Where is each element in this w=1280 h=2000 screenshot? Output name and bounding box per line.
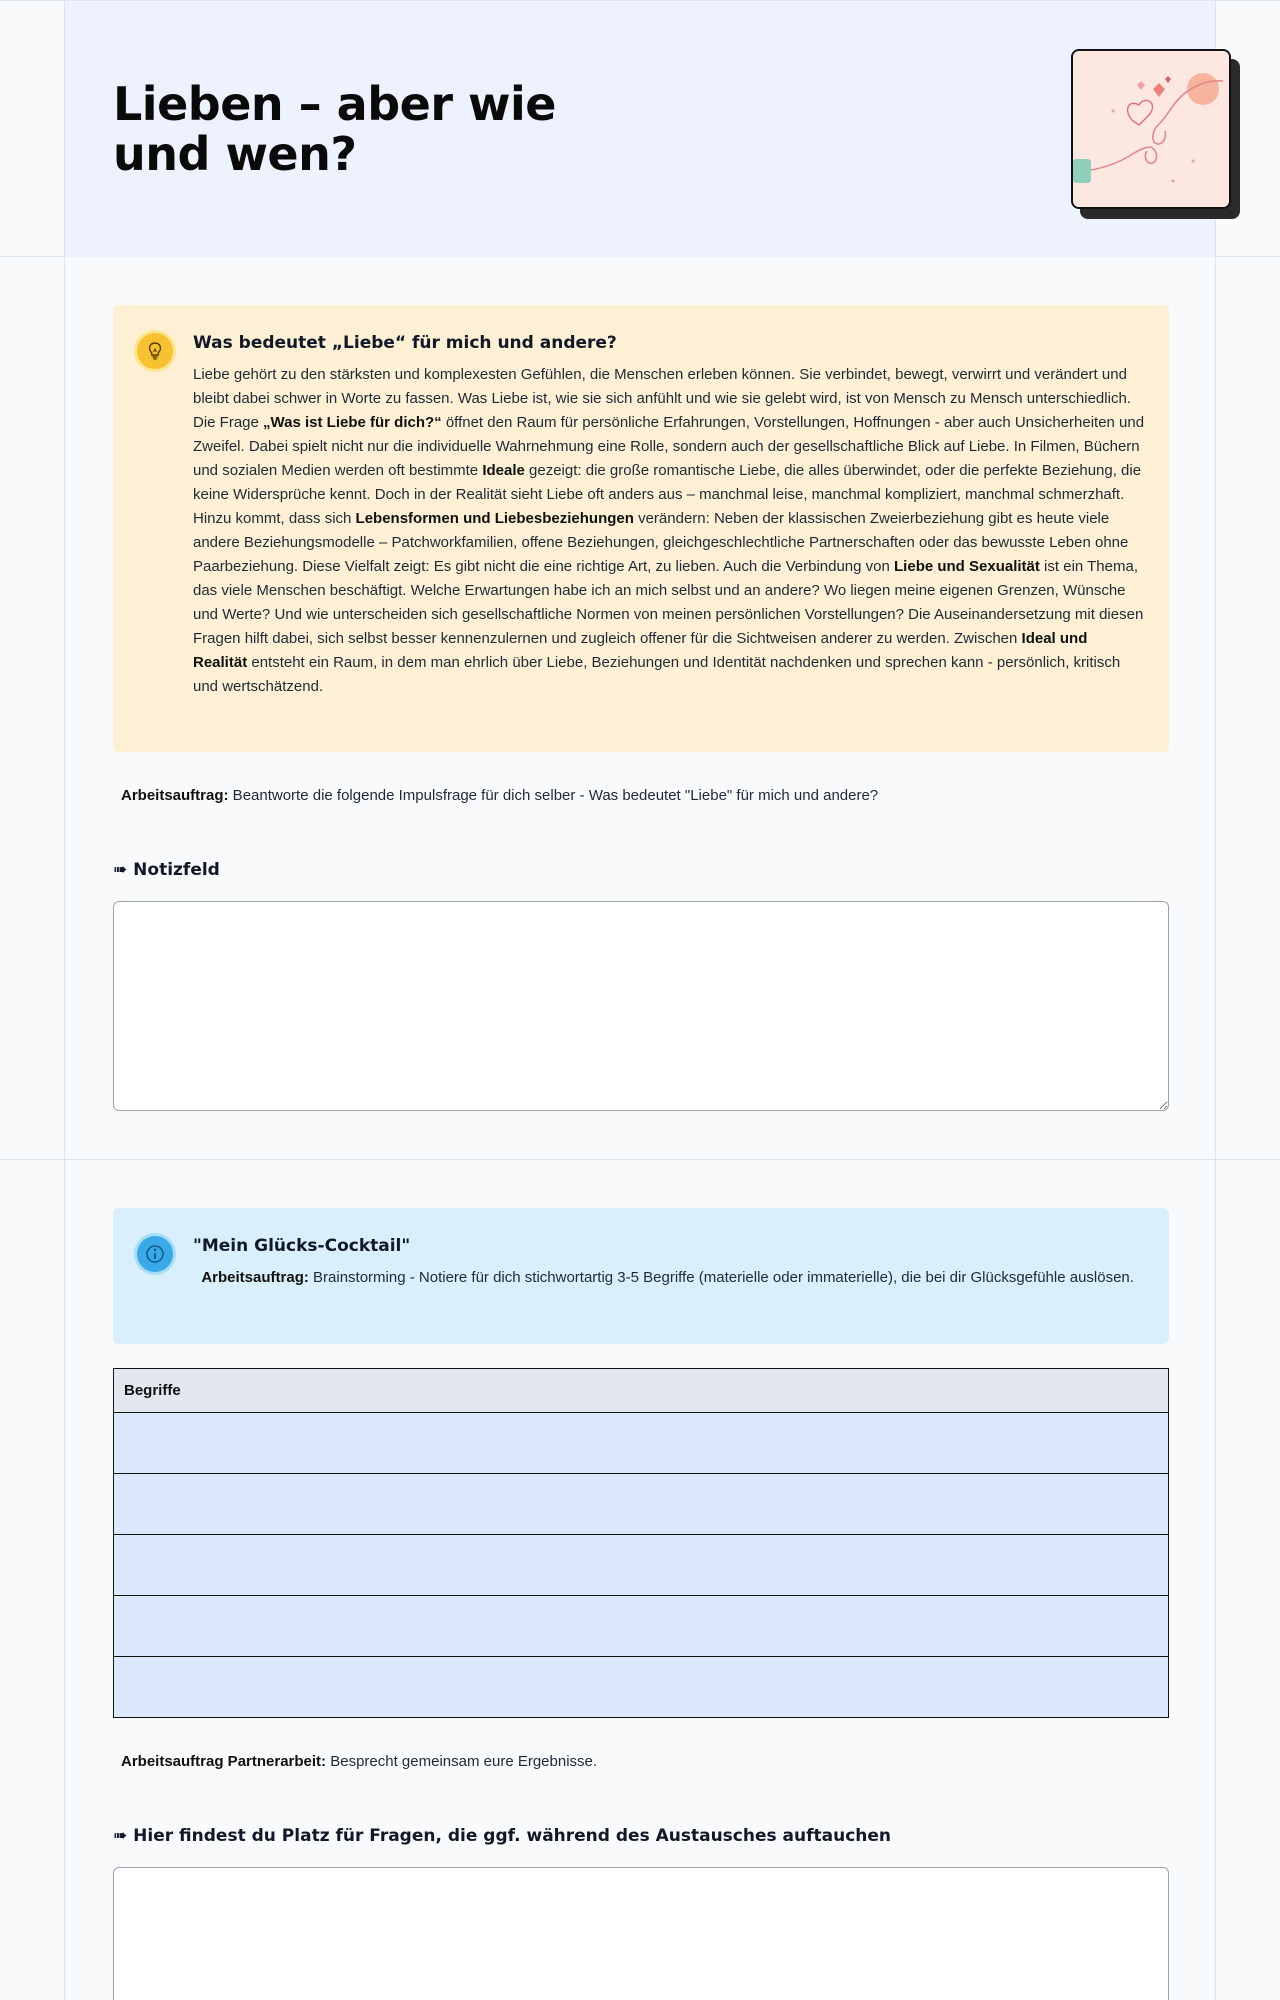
table-row: [114, 1657, 1169, 1718]
notes-label-1: ➠ Notizfeld: [113, 860, 220, 880]
intro-callout: [113, 305, 1169, 752]
term-input-1[interactable]: [114, 1413, 1168, 1473]
terms-column-header: Begriffe: [114, 1369, 1169, 1413]
table-cell: [114, 1657, 1169, 1718]
notes-textarea-1[interactable]: [113, 901, 1169, 1111]
table-row: [114, 1596, 1169, 1657]
table-cell: [114, 1413, 1169, 1474]
term-input-5[interactable]: [114, 1657, 1168, 1717]
intro-title: Was bedeutet „Liebe“ für mich und andere?: [193, 333, 617, 353]
cocktail-section: [0, 1160, 1280, 2000]
lightbulb-icon: [137, 333, 173, 369]
table-row: [114, 1535, 1169, 1596]
table-cell: [114, 1474, 1169, 1535]
term-input-2[interactable]: [114, 1474, 1168, 1534]
table-cell: [114, 1535, 1169, 1596]
love-hands-illustration: [1071, 49, 1231, 209]
intro-section: [0, 257, 1280, 1160]
header-band: [0, 0, 1280, 257]
cocktail-task: Arbeitsauftrag: Brainstorming - Notiere für dich stichwortartig 3-5 Begriffe (materielle oder immaterielle), die bei dir Glücksgefühle auslösen.: [201, 1269, 1134, 1286]
task-instruction-2: Arbeitsauftrag Partnerarbeit: Besprecht gemeinsam eure Ergebnisse.: [121, 1753, 598, 1770]
info-icon: [137, 1236, 173, 1272]
table-cell: [114, 1596, 1169, 1657]
term-input-3[interactable]: [114, 1535, 1168, 1595]
notes-textarea-2[interactable]: [113, 1867, 1169, 2000]
page-title: Lieben – aber wie und wen?: [113, 77, 557, 181]
intro-section-inner: [64, 257, 1216, 1159]
cocktail-section-inner: [64, 1160, 1216, 2000]
task-instruction-1: Arbeitsauftrag: Beantworte die folgende Impulsfrage für dich selber - Was bedeutet "Liebe" für mich und andere?: [121, 787, 879, 804]
table-header-row: [114, 1369, 1169, 1413]
cocktail-title: "Mein Glücks-Cocktail": [193, 1236, 411, 1256]
intro-text: Liebe gehört zu den stärksten und komplexesten Gefühlen, die Menschen erleben können. Sie verbindet, bewegt, verwirrt und verändert und bleibt dabei schwer in Worte zu fassen. Was Liebe ist, wie sie sich anfühlt und wie sie gelebt wird, ist von Mensch zu Mensch unterschiedlich. Die Frage „Was ist Liebe für dich?“ öffnet den Raum für persönliche Erfahrungen, Vorstellungen, Hoffnungen - aber auch Unsicherheiten und Zweifel. Dabei spielt nicht nur die individuelle Wahrnehmung eine Rolle, sondern auch der gesellschaftliche Blick auf Liebe. In Filmen, Büchern und sozialen Medien werden oft bestimmte Ideale gezeigt: die große romantische Liebe, die alles überwindet, oder die perfekte Beziehung, die keine Widersprüche kennt. Doch in der Realität sieht Liebe oft anders aus – manchmal leise, manchmal kompliziert, manchmal schmerzhaft. Hinzu kommt, dass sich Lebensformen und Liebesbeziehungen verändern: Neben der klassischen Zweierbeziehung gibt es heute viele andere Beziehungsmodelle – Patchworkfamilien, offene Beziehungen, gleichgeschlechtliche Partnerschaften oder das bewusste Leben ohne Paarbeziehung. Diese Vielfalt zeigt: Es gibt nicht die eine richtige Art, zu lieben. Auch die Verbindung von Liebe und Sexualität ist ein Thema, das viele Menschen beschäftigt. Welche Erwartungen habe ich an mich selbst und an andere? Wo liegen meine eigenen Grenzen, Wünsche und Werte? Und wie unterscheiden sich gesellschaftliche Normen von meinen persönlichen Vorstellungen? Die Auseinandersetzung mit diesen Fragen hilft dabei, sich selbst besser kennenzulernen und zugleich offener für die Sichtweisen anderer zu werden. Zwischen Ideal und Realität entsteht ein Raum, in dem man ehrlich über Liebe, Beziehungen und Identität nachdenken und sprechen kann - persönlich, kritisch und wertschätzend.: [193, 366, 1145, 695]
terms-table: [113, 1368, 1169, 1718]
table-row: [114, 1474, 1169, 1535]
header: [64, 1, 1216, 257]
notes-label-2: ➠ Hier findest du Platz für Fragen, die ggf. während des Austausches auftauchen: [113, 1826, 892, 1846]
table-row: [114, 1413, 1169, 1474]
term-input-4[interactable]: [114, 1596, 1168, 1656]
cocktail-callout: [113, 1208, 1169, 1344]
